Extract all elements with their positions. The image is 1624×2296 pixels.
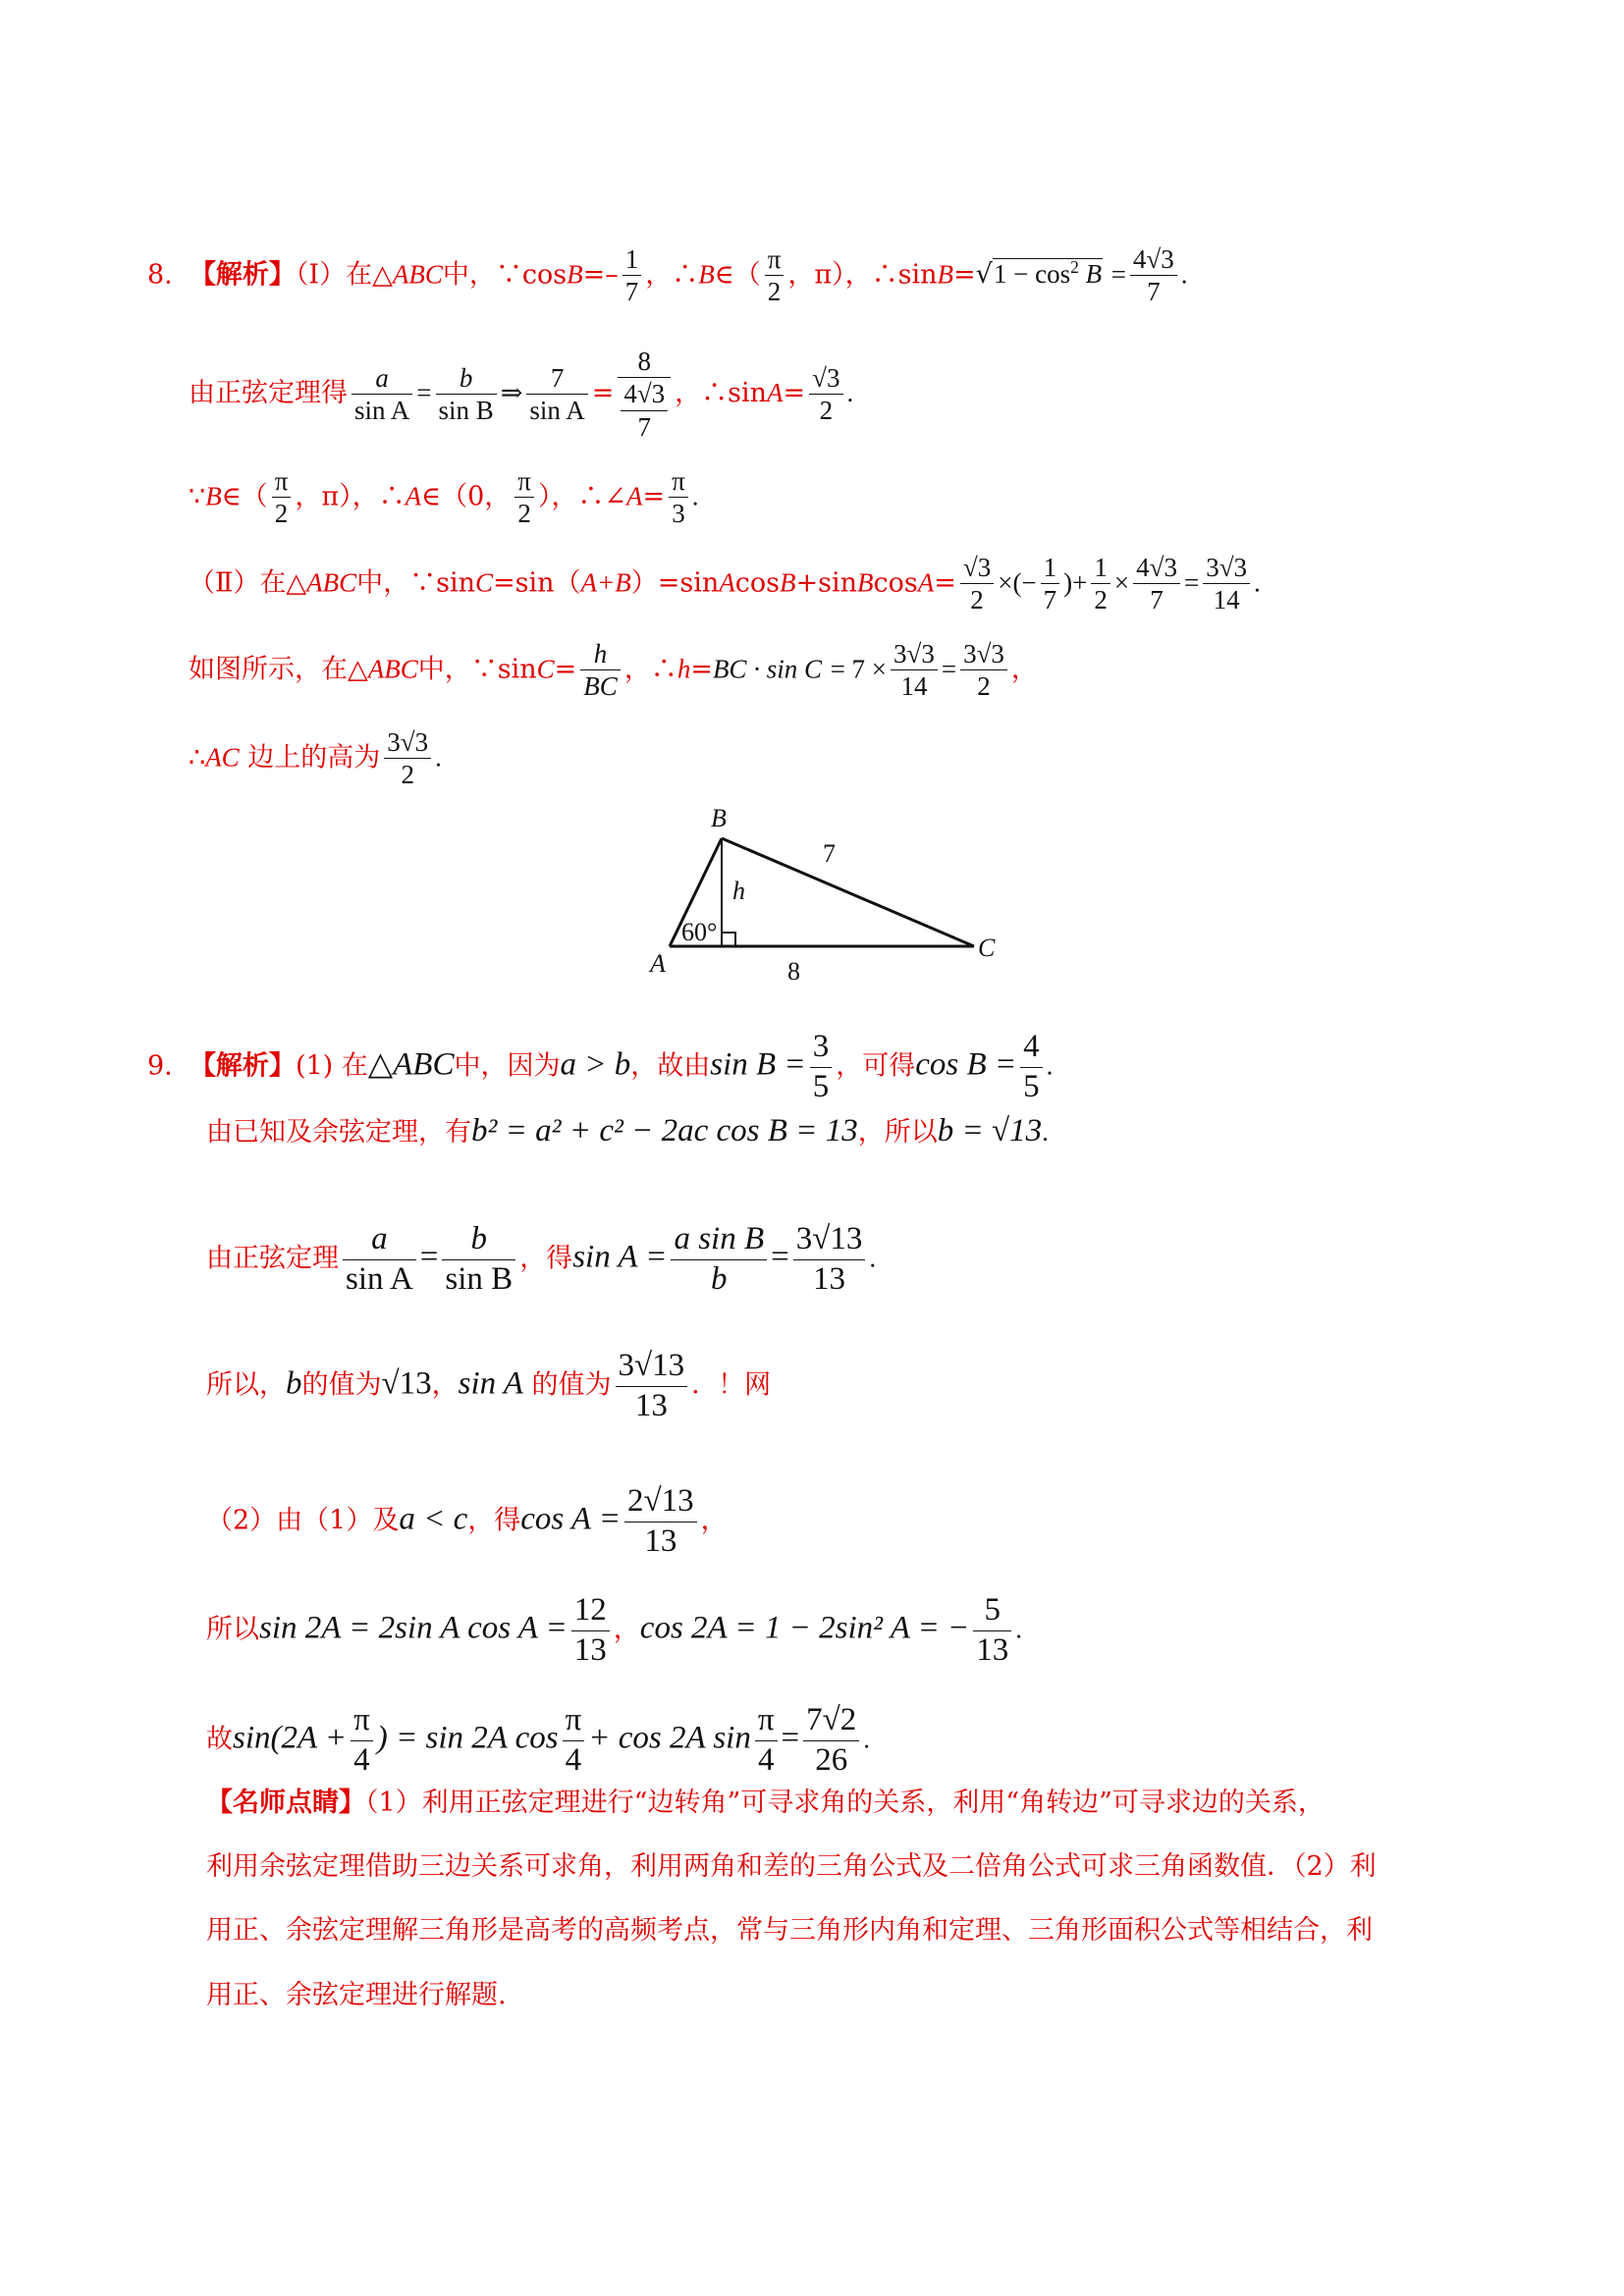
fraction: $\frac{1}{2}$ bbox=[1091, 552, 1110, 616]
fraction: $\frac{\pi}{4}$ bbox=[563, 1701, 585, 1780]
label-h: h bbox=[732, 877, 745, 905]
fraction: $\frac{3√3}{2}$ bbox=[960, 638, 1007, 703]
p9-line6: 所以sin 2A = 2sin A cos A = $\frac{12}{13}$ ，cos 2A = 1 − 2sin² A = − $\frac{5}{13}$ . bbox=[206, 1591, 1022, 1670]
sqrt-expression: $√1 - \cos^2 B$ bbox=[975, 257, 1103, 291]
right-angle-mark bbox=[722, 933, 735, 946]
fraction: $\frac{\text{a sin B}}{b}$ bbox=[671, 1220, 767, 1299]
p8-number: 8. bbox=[147, 259, 173, 291]
compound-fraction: $\frac{8}{\frac{4√3}{7}}$ bbox=[618, 346, 671, 443]
fraction: $\frac{3√3}{14}$ bbox=[1203, 552, 1250, 616]
label-B: B bbox=[711, 804, 727, 832]
p8-tag: 【解析】 bbox=[189, 259, 296, 291]
label-C: C bbox=[978, 934, 996, 962]
fraction: $\frac{3}{5}$ bbox=[810, 1028, 833, 1106]
fraction: $\frac{b}{\text{sin B}}$ bbox=[442, 1220, 515, 1299]
fraction: $\frac{3√3}{14}$ bbox=[891, 638, 938, 703]
label-side-8: 8 bbox=[787, 957, 800, 986]
fraction: $\frac{12}{13}$ bbox=[571, 1591, 610, 1670]
label-side-7: 7 bbox=[823, 839, 836, 868]
p9-line1: 9. 【解析】(1) 在△ABC中，因为a > b，故由sin B = $\frac{3}{5}$ ，可得cos B = $\frac{4}{5}$ . bbox=[147, 1028, 1053, 1106]
p9-line5: （2）由（1）及a < c，得cos A = $\frac{2√13}{13}$ ， bbox=[206, 1482, 728, 1561]
fraction: $\frac{7√2}{26}$ bbox=[803, 1701, 859, 1780]
p8-line4: （Ⅱ）在△ABC中，∵sinC=sin（A+B）=sinAcosB+sinBcosA= $\frac{√3}{2}$ ×(− $\frac{1}{7}$ )+ $\frac{1}{2}$ × $\frac{4√3}{7}$ = $\frac{3√3}{14}$ . bbox=[189, 553, 1261, 615]
p9-tag: 【解析】 bbox=[189, 1050, 296, 1082]
fraction: $\frac{a}{\text{sin A}}$ bbox=[352, 362, 412, 427]
fraction: $\frac{a}{\text{sin A}}$ bbox=[343, 1220, 416, 1299]
fraction: $\frac{\pi}{2}$ bbox=[514, 465, 534, 530]
note-line2: 利用余弦定理借助三边关系可求角，利用两角和差的三角公式及二倍角公式可求三角函数值．（2）利 bbox=[206, 1851, 1377, 1882]
fraction: $\frac{1}{7}$ bbox=[1041, 552, 1060, 616]
fraction: $\frac{\pi}{4}$ bbox=[755, 1701, 778, 1780]
fraction: $\frac{1}{7}$ bbox=[623, 243, 642, 308]
p9-line3: 由正弦定理 $\frac{a}{\text{sin A}}$ = $\frac{b}{\text{sin B}}$ ，得sin A = $\frac{\text{a sin B}}{b}$ = $\frac{3√13}{13}$ . bbox=[206, 1220, 876, 1299]
fraction: $\frac{√3}{2}$ bbox=[809, 362, 842, 427]
fraction: $\frac{7}{\text{sin A}}$ bbox=[526, 362, 587, 427]
fraction: $\frac{\pi}{2}$ bbox=[765, 243, 785, 308]
p8-line5: 如图所示，在△ABC中，∵sinC= $\frac{h}{BC}$ ，∴h=BC · sin C = 7 × $\frac{3√3}{14}$ = $\frac{3√3}{2}$ ， bbox=[189, 639, 1038, 702]
note-line4: 用正、余弦定理进行解题. bbox=[206, 1980, 507, 2010]
fraction: $\frac{√3}{2}$ bbox=[960, 552, 994, 616]
triangle-figure bbox=[628, 797, 1021, 993]
fraction: $\frac{4√3}{7}$ bbox=[1133, 552, 1180, 616]
fraction: $\frac{b}{\text{sin B}}$ bbox=[436, 362, 497, 427]
note-line1: 【名师点睛】（1）利用正弦定理进行“边转角”可寻求角的关系，利用“角转边”可寻求边的关系， bbox=[206, 1788, 1325, 1818]
p8-line6: ∴AC 边上的高为 $\frac{3√3}{2}$ . bbox=[189, 727, 442, 790]
p9-line4: 所以，b的值为√13，sin A 的值为 $\frac{3√13}{13}$ ．！网 bbox=[206, 1347, 771, 1425]
label-angle-60: 60° bbox=[681, 918, 718, 946]
fraction: $\frac{4√3}{7}$ bbox=[1130, 243, 1177, 308]
p9-line7: 故sin(2A + $\frac{\pi}{4}$ ) = sin 2A cos $\frac{\pi}{4}$ + cos 2A sin $\frac{\pi}{4}$ = $\frac{7√2}{26}$ . bbox=[206, 1701, 870, 1780]
note-line3: 用正、余弦定理解三角形是高考的高频考点，常与三角形内角和定理、三角形面积公式等相结合，利 bbox=[206, 1915, 1373, 1946]
side-BC bbox=[722, 838, 974, 946]
p8-line3: ∵B∈（ $\frac{\pi}{2}$ ，π），∴A∈（0， $\frac{\pi}{2}$ ），∴∠A= $\frac{\pi}{3}$ . bbox=[189, 466, 699, 529]
fraction: $\frac{5}{13}$ bbox=[973, 1591, 1011, 1670]
fraction: $\frac{\pi}{3}$ bbox=[669, 465, 688, 530]
fraction: $\frac{3√13}{13}$ bbox=[793, 1220, 866, 1299]
fraction: $\frac{3√3}{2}$ bbox=[384, 726, 431, 791]
fraction: $\frac{3√13}{13}$ bbox=[616, 1347, 688, 1425]
p8-line2: 由正弦定理得 $\frac{a}{\text{sin A}}$ = $\frac{b}{\text{sin B}}$ ⇒ $\frac{7}{\text{sin A}}$ = $\frac{8}{\frac{4√3}{7}}$ ，∴sinA= $\frac{√3}{2}$ . bbox=[189, 347, 854, 442]
p8-line1: 8. 【解析】（Ⅰ）在△ABC中，∵cosB=– $\frac{1}{7}$ ，∴B∈（ $\frac{\pi}{2}$ ，π），∴sinB=√1 − $\cos^2 B$ = $\frac{4√3}{7}$ . bbox=[147, 244, 1188, 307]
fraction: $\frac{\pi}{4}$ bbox=[351, 1701, 373, 1780]
fraction: $\frac{\pi}{2}$ bbox=[272, 465, 292, 530]
p9-line2: 由已知及余弦定理，有b² = a² + c² − 2ac cos B = 13，所以b = √13. bbox=[206, 1113, 1049, 1148]
fraction: $\frac{4}{5}$ bbox=[1020, 1028, 1043, 1106]
note-tag: 【名师点睛】 bbox=[206, 1788, 365, 1818]
p9-number: 9. bbox=[147, 1050, 173, 1082]
fraction: $\frac{h}{BC}$ bbox=[580, 638, 621, 703]
fraction: $\frac{2√13}{13}$ bbox=[624, 1482, 697, 1561]
label-A: A bbox=[650, 949, 666, 978]
